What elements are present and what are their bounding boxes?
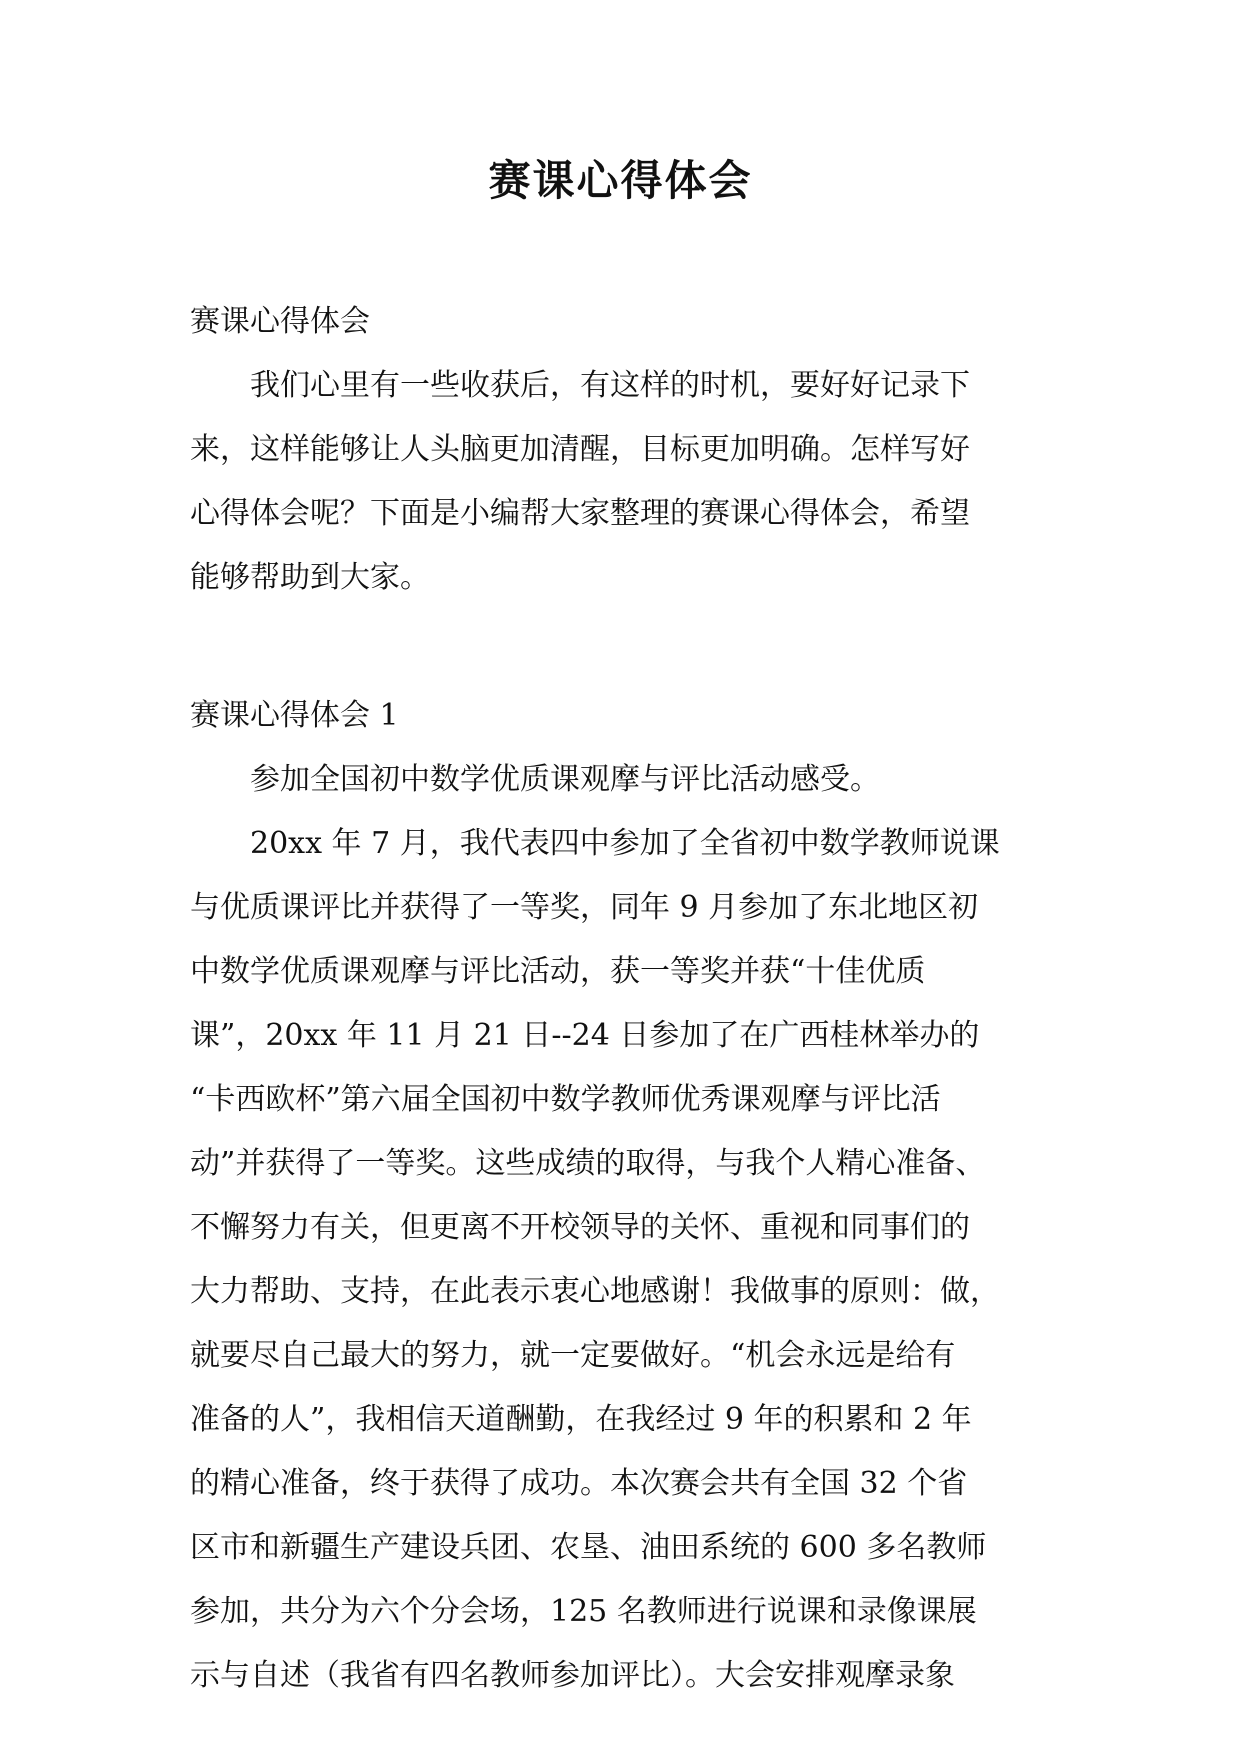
body-paragraph-line: “卡西欧杯”第六届全国初中数学教师优秀课观摩与评比活 <box>190 1082 941 1117</box>
intro-paragraph-line: 心得体会呢？下面是小编帮大家整理的赛课心得体会，希望 <box>190 496 970 531</box>
body-paragraph-line: 20xx 年 7 月，我代表四中参加了全省初中数学教师说课 <box>190 826 1000 861</box>
page-title: 赛课心得体会 <box>488 156 753 205</box>
body-paragraph-line: 中数学优质课观摩与评比活动，获一等奖并获“十佳优质 <box>190 954 926 989</box>
intro-heading: 赛课心得体会 <box>190 304 370 339</box>
body-paragraph-line: 课”，20xx 年 11 月 21 日--24 日参加了在广西桂林举办的 <box>190 1018 980 1053</box>
document-body <box>190 290 1050 1708</box>
body-paragraph-line: 示与自述（我省有四名教师参加评比）。大会安排观摩录象 <box>190 1658 955 1693</box>
body-paragraph-line: 与优质课评比并获得了一等奖，同年 9 月参加了东北地区初 <box>190 890 979 925</box>
intro-paragraph-line: 能够帮助到大家。 <box>190 560 430 595</box>
body-paragraph-line: 大力帮助、支持，在此表示衷心地感谢！我做事的原则：做， <box>190 1274 1000 1309</box>
section-spacer <box>190 610 1050 684</box>
body-paragraph-line: 参加，共分为六个分会场，125 名教师进行说课和录像课展 <box>190 1594 977 1629</box>
intro-paragraph-line: 来，这样能够让人头脑更加清醒，目标更加明确。怎样写好 <box>190 432 970 467</box>
section-heading: 赛课心得体会 1 <box>190 698 399 733</box>
body-paragraph-line: 的精心准备，终于获得了成功。本次赛会共有全国 32 个省 <box>190 1466 968 1501</box>
body-paragraph-line: 就要尽自己最大的努力，就一定要做好。“机会永远是给有 <box>190 1338 956 1373</box>
body-paragraph-line: 区市和新疆生产建设兵团、农垦、油田系统的 600 多名教师 <box>190 1530 987 1565</box>
body-paragraph-line: 动”并获得了一等奖。这些成绩的取得，与我个人精心准备、 <box>190 1146 986 1181</box>
intro-paragraph-line: 我们心里有一些收获后，有这样的时机，要好好记录下 <box>190 368 970 403</box>
body-paragraph-line: 参加全国初中数学优质课观摩与评比活动感受。 <box>190 762 880 797</box>
body-paragraph-line: 准备的人”，我相信天道酬勤，在我经过 9 年的积累和 2 年 <box>190 1402 972 1437</box>
body-paragraph-line: 不懈努力有关，但更离不开校领导的关怀、重视和同事们的 <box>190 1210 970 1245</box>
